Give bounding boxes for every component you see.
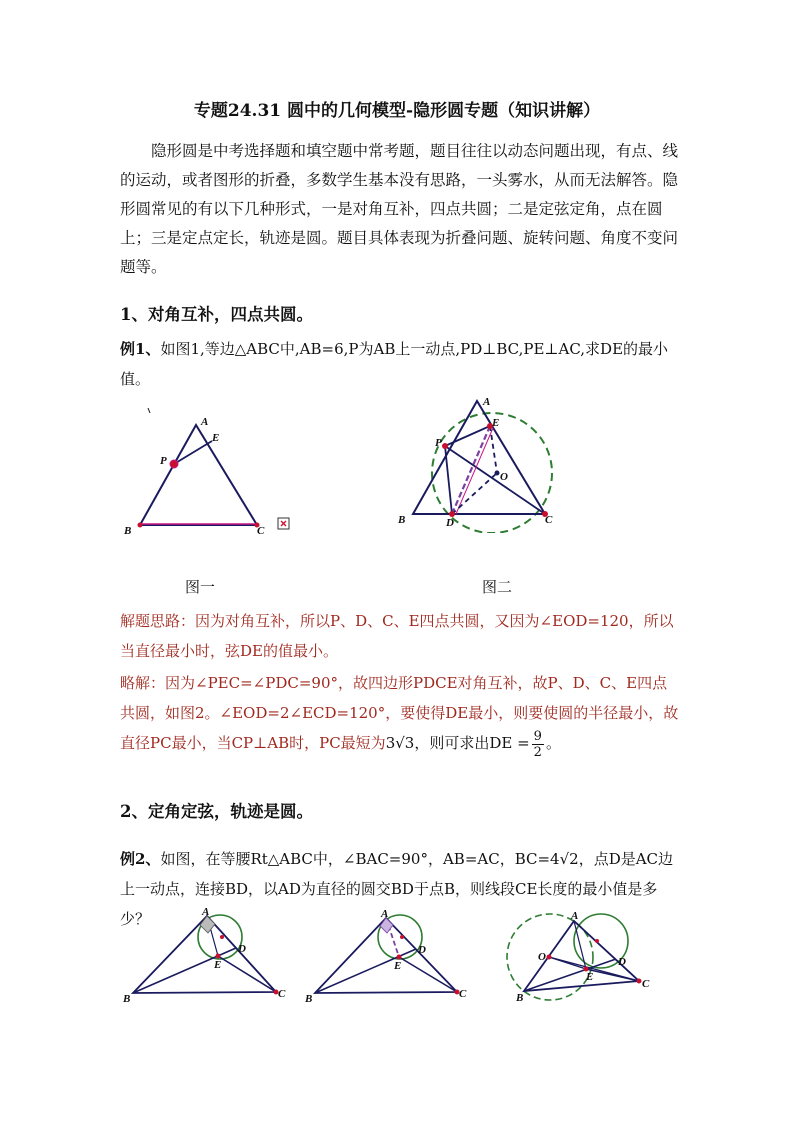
label-p: P [435,437,442,449]
label-d: D [618,956,626,968]
label-e: E [212,432,220,444]
label-b: B [516,992,524,1004]
label-d: D [446,517,454,529]
section1-heading: 1、对角互补，四点共圆。 [120,305,313,324]
label-c: C [545,514,553,526]
brief-solution-label: 略解： [120,674,166,692]
label-e: E [214,959,222,971]
stray-mark [148,408,150,413]
figure-2 [390,393,570,533]
label-e: E [586,971,594,983]
solution-idea: 解题思路：因为对角互补，所以P、D、C、E四点共圆，又因为∠EOD=120，所以当直径最小时，弦DE的值最小。 [120,612,674,660]
label-a: A [483,396,491,408]
page-title: 专题24.31 圆中的几何模型-隐形圆专题（知识讲解） [193,101,601,121]
intro-paragraph: 隐形圆是中考选择题和填空题中常考题，题目往往以动态问题出现，有点、线的运动，或者图形的折叠，多数学生基本没有思路，一头雾水，从而无法解答。隐形圆常见的有以下几种形式，一是对角互补，四点共圆；二是定弦定角，点在圆上；三是定点定长，轨迹是圆。题目具体表现为折叠问题、旋转问题、角度不变问题等。 [120,142,679,276]
example1-label: 例1、 [120,340,161,358]
point-p [442,443,448,449]
example2-label: 例2、 [120,850,161,868]
point-p [170,460,178,468]
triangle-abc [413,401,545,514]
right-angle-mark [200,916,215,933]
segment-pd [445,446,452,514]
label-o: O [538,951,546,963]
section2-heading: 2、定角定弦，轨迹是圆。 [120,802,313,821]
point-c [637,979,642,984]
de-min-fraction: $\frac{9}{2}$ [533,728,542,760]
brief-solution-text: 因为∠PEC=∠PDC=90°，故四边形PDCE对角互补，故P、D、C、E四点共圆，如图2。∠EOD=2∠ECD=120°，要使得DE最小，则要使圆的半径最小，故直径PC最小，当CP⊥AB时，PC最短为 [120,674,679,752]
brief-solution-text-2: ，则可求出DE = [414,734,530,752]
label-b: B [305,993,313,1005]
point-o [495,471,500,476]
point-b [138,523,143,528]
label-a: A [201,416,209,428]
label-d: D [418,944,426,956]
pc-min-value: 3√3 [385,734,415,752]
example1-body: 如图1,等边△ABC中,AB=6,P为AB上一动点,PD⊥BC,PE⊥AC,求DE的最小值。 [120,340,669,388]
brief-solution: 略解：因为∠PEC=∠PDC=90°，故四边形PDCE对角互补，故P、D、C、E四点共圆，如图2。∠EOD=2∠ECD=120°，要使得DE最小，则要使圆的半径最小，故直径PC最小，当CP⊥AB时，PC最短为3√3，则可求出DE = $\frac{9}{2}$ 。 [120,674,679,760]
label-c: C [278,988,286,1000]
label-o: O [500,471,508,483]
figure-1-caption: 图一 [185,578,216,596]
label-b: B [123,993,131,1005]
example2-body: 如图，在等腰Rt△ABC中，∠BAC=90°，AB=AC，BC=4√2，点D是AC边上一动点，连接BD，以AD为直径的圆交BD于点B，则线段CE长度的最小值是多少？ [120,850,674,928]
point-o [547,955,552,960]
figure-3b [300,905,480,1005]
label-c: C [459,988,467,1000]
label-b: B [124,525,132,537]
figure-1 [120,405,300,545]
label-a: A [202,906,210,918]
right-angle-mark [380,918,393,933]
triangle-abc [140,425,257,525]
figure-2-caption: 图二 [482,578,513,596]
label-e: E [492,417,500,429]
segment-do [452,473,497,514]
point-e [397,955,402,960]
point-e [216,954,221,959]
figure-3a [118,905,298,1005]
label-a: A [571,910,579,922]
figure-3c [502,905,672,1005]
label-a: A [381,908,389,920]
label-d: D [238,943,246,955]
segment-ec [218,956,276,992]
label-c: C [642,978,650,990]
segment-ae [574,921,586,969]
example1-text [120,334,680,394]
label-p: P [160,455,167,467]
label-b: B [398,514,406,526]
segment-de [452,426,490,514]
label-e: E [394,960,402,972]
label-c: C [257,525,265,537]
